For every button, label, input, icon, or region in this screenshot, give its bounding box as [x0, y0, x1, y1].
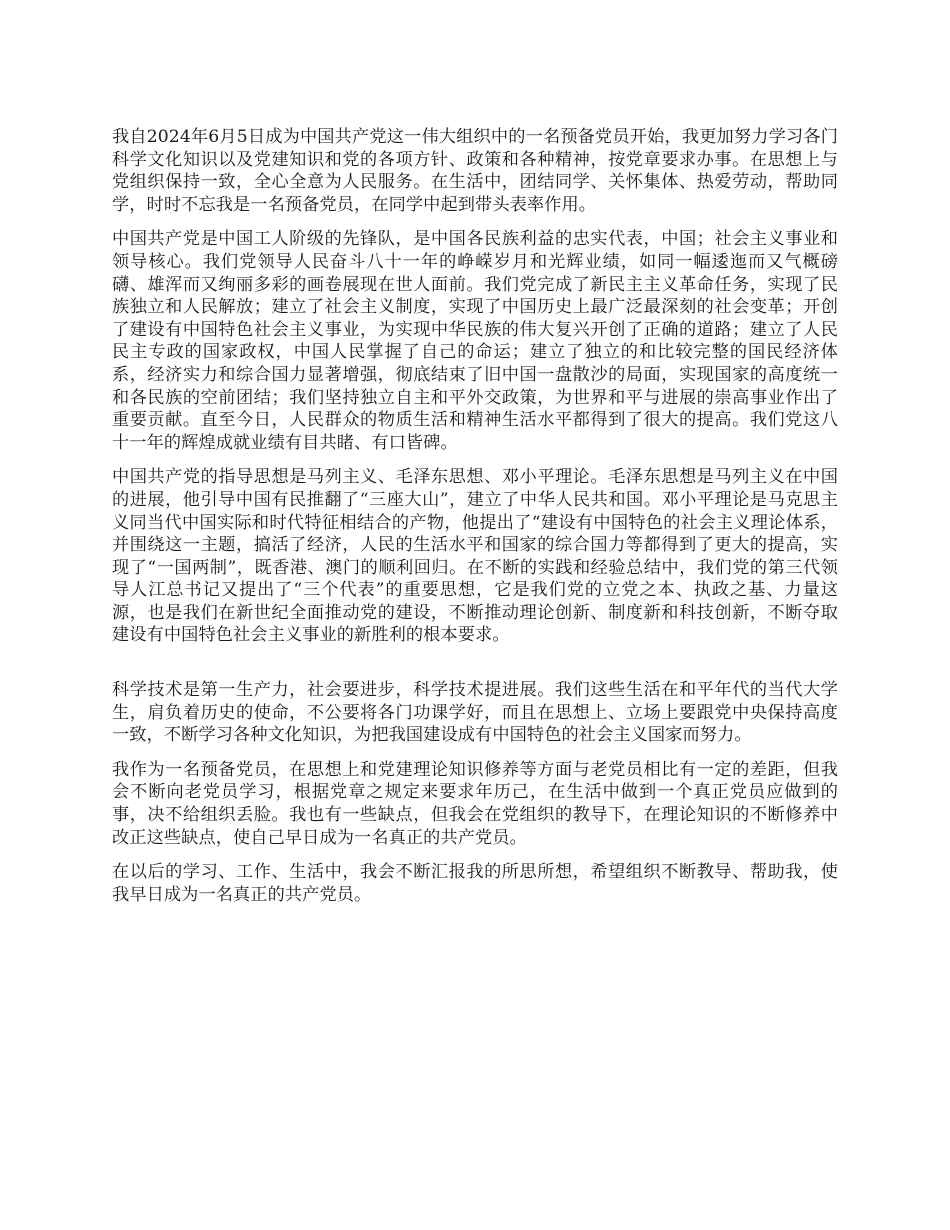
paragraph-gap — [112, 659, 838, 679]
paragraph-4: 科学技术是第一生产力，社会要进步，科学技术提进展。我们这些生活在和平年代的当代大学生，肩负着历史的使命，不公要将各门功课学好，而且在思想上、立场上要跟党中央保持高度一致，不断学习各种文化知识，为把我国建设成有中国特色的社会主义国家而努力。 — [112, 680, 838, 746]
paragraph-2: 中国共产党是中国工人阶级的先锋队，是中国各民族利益的忠实代表，中国；社会主义事业和领导核心。我们党领导人民奋斗八十一年的峥嵘岁月和光辉业绩，如同一幅逶迤而又气概磅礴、雄浑而又绚丽多彩的画卷展现在世人面前。我们党完成了新民主主义革命任务，实现了民族独立和人民解放；建立了社会主义制度，实现了中国历史上最广泛最深刻的社会变革；开创了建设有中国特色社会主义事业，为实现中华民族的伟大复兴开创了正确的道路；建立了人民民主专政的国家政权，中国人民掌握了自己的命运；建立了独立的和比较完整的国民经济体系，经济实力和综合国力显著增强，彻底结束了旧中国一盘散沙的局面，实现国家的高度统一和各民族的空前团结；我们坚持独立自主和平外交政策，为世界和平与进展的崇高事业作出了重要贡献。直至今日，人民群众的物质生活和精神生活水平都得到了很大的提高。我们党这八十一年的辉煌成就业绩有目共睹、有口皆碑。 — [112, 229, 838, 453]
paragraph-1: 我自2024年6月5日成为中国共产党这一伟大组织中的一名预备党员开始，我更加努力学习各门科学文化知识以及党建知识和党的各项方针、政策和各种精神，按党章要求办事。在思想上与党组织保持一致，全心全意为人民服务。在生活中，团结同学、关怀集体、热爱劳动，帮助同学，时时不忘我是一名预备党员，在同学中起到带头表率作用。 — [112, 127, 838, 215]
paragraph-6: 在以后的学习、工作、生活中，我会不断汇报我的所思所想，希望组织不断教导、帮助我，使我早日成为一名真正的共产党员。 — [112, 862, 838, 905]
document-body — [112, 126, 838, 918]
paragraph-5: 我作为一名预备党员，在思想上和党建理论知识修养等方面与老党员相比有一定的差距，但我会不断向老党员学习，根据党章之规定来要求年历己，在生活中做到一个真正党员应做到的事，决不给组织丢脸。我也有一些缺点，但我会在党组织的教导下，在理论知识的不断修养中改正这些缺点，使自己早日成为一名真正的共产党员。 — [112, 759, 838, 848]
paragraph-3: 中国共产党的指导思想是马列主义、毛泽东思想、邓小平理论。毛泽东思想是马列主义在中国的进展，他引导中国有民推翻了“三座大山”，建立了中华人民共和国。邓小平理论是马克思主义同当代中国实际和时代特征相结合的产物，他提出了“建设有中国特色的社会主义理论体系，并围绕这一主题，搞活了经济，人民的生活水平和国家的综合国力等都得到了更大的提高，实现了“一国两制”，既香港、澳门的顺利回归。在不断的实践和经验总结中，我们党的第三代领导人江总书记又提出了“三个代表”的重要思想，它是我们党的立党之本、执政之基、力量这源，也是我们在新世纪全面推动党的建设，不断推动理论创新、制度新和科技创新，不断夺取建设有中国特色社会主义事业的新胜利的根本要求。 — [112, 467, 838, 646]
